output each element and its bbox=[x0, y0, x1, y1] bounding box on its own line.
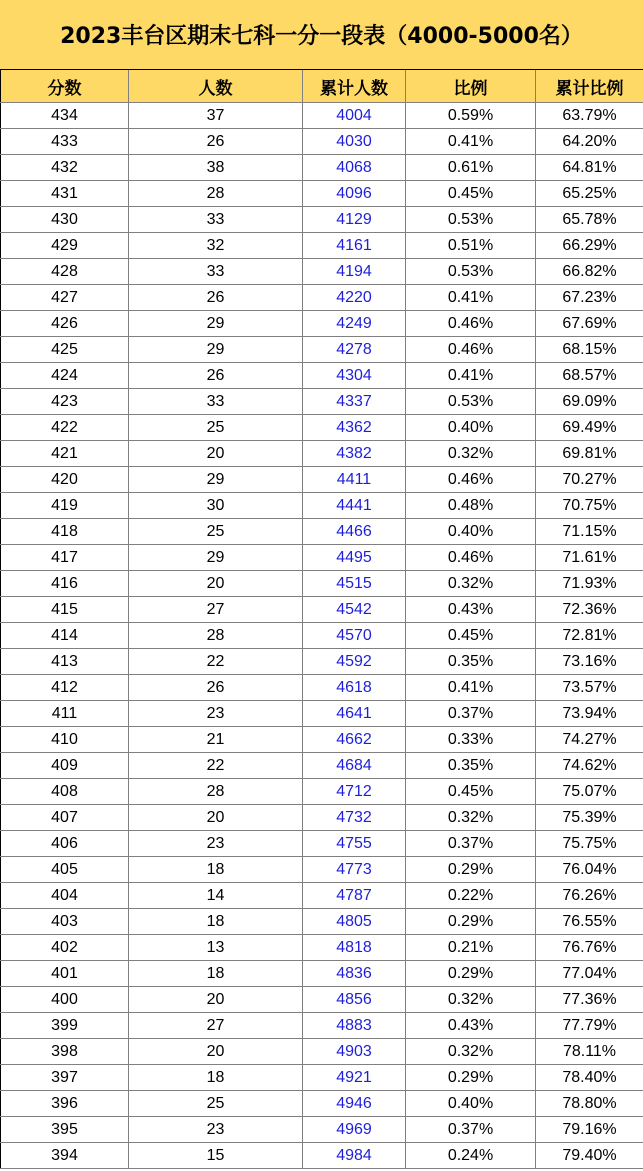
header-cumulative-ratio: 累计比例 bbox=[536, 70, 643, 103]
cell-score: 404 bbox=[1, 883, 129, 909]
cell-cumulative-count[interactable]: 4836 bbox=[303, 961, 406, 987]
cell-ratio: 0.33% bbox=[406, 727, 536, 753]
table-row bbox=[1, 675, 643, 701]
cell-score: 413 bbox=[1, 649, 129, 675]
cell-cumulative-count[interactable]: 4969 bbox=[303, 1117, 406, 1143]
cell-ratio: 0.32% bbox=[406, 571, 536, 597]
cell-ratio: 0.46% bbox=[406, 337, 536, 363]
cell-score: 414 bbox=[1, 623, 129, 649]
cell-cumulative-ratio: 72.36% bbox=[536, 597, 643, 623]
cell-cumulative-ratio: 78.11% bbox=[536, 1039, 643, 1065]
cell-ratio: 0.22% bbox=[406, 883, 536, 909]
cell-count: 28 bbox=[129, 779, 303, 805]
cell-count: 18 bbox=[129, 1065, 303, 1091]
cell-cumulative-count[interactable]: 4362 bbox=[303, 415, 406, 441]
table-row bbox=[1, 207, 643, 233]
table-row bbox=[1, 1091, 643, 1117]
cell-score: 418 bbox=[1, 519, 129, 545]
cell-ratio: 0.40% bbox=[406, 519, 536, 545]
table-row bbox=[1, 285, 643, 311]
cell-score: 401 bbox=[1, 961, 129, 987]
table-row bbox=[1, 389, 643, 415]
cell-cumulative-count[interactable]: 4304 bbox=[303, 363, 406, 389]
cell-ratio: 0.59% bbox=[406, 103, 536, 129]
cell-cumulative-count[interactable]: 4592 bbox=[303, 649, 406, 675]
cell-count: 15 bbox=[129, 1143, 303, 1169]
table-row bbox=[1, 337, 643, 363]
cell-ratio: 0.37% bbox=[406, 1117, 536, 1143]
cell-count: 14 bbox=[129, 883, 303, 909]
cell-count: 20 bbox=[129, 1039, 303, 1065]
cell-count: 27 bbox=[129, 1013, 303, 1039]
cell-cumulative-count[interactable]: 4495 bbox=[303, 545, 406, 571]
cell-ratio: 0.43% bbox=[406, 597, 536, 623]
cell-cumulative-count[interactable]: 4818 bbox=[303, 935, 406, 961]
table-row bbox=[1, 1013, 643, 1039]
cell-count: 26 bbox=[129, 285, 303, 311]
cell-cumulative-ratio: 69.49% bbox=[536, 415, 643, 441]
cell-cumulative-ratio: 78.80% bbox=[536, 1091, 643, 1117]
cell-cumulative-ratio: 66.82% bbox=[536, 259, 643, 285]
cell-ratio: 0.51% bbox=[406, 233, 536, 259]
cell-score: 399 bbox=[1, 1013, 129, 1039]
cell-count: 29 bbox=[129, 467, 303, 493]
table-row bbox=[1, 415, 643, 441]
cell-cumulative-ratio: 79.16% bbox=[536, 1117, 643, 1143]
cell-score: 417 bbox=[1, 545, 129, 571]
cell-cumulative-ratio: 68.15% bbox=[536, 337, 643, 363]
cell-cumulative-ratio: 67.69% bbox=[536, 311, 643, 337]
header-ratio: 比例 bbox=[406, 70, 536, 103]
table-row bbox=[1, 103, 643, 129]
cell-score: 400 bbox=[1, 987, 129, 1013]
cell-count: 21 bbox=[129, 727, 303, 753]
cell-cumulative-count[interactable]: 4515 bbox=[303, 571, 406, 597]
cell-score: 408 bbox=[1, 779, 129, 805]
cell-ratio: 0.43% bbox=[406, 1013, 536, 1039]
cell-cumulative-ratio: 74.27% bbox=[536, 727, 643, 753]
cell-score: 405 bbox=[1, 857, 129, 883]
table-row bbox=[1, 519, 643, 545]
cell-cumulative-count[interactable]: 4946 bbox=[303, 1091, 406, 1117]
cell-count: 25 bbox=[129, 519, 303, 545]
table-row bbox=[1, 129, 643, 155]
cell-count: 26 bbox=[129, 363, 303, 389]
cell-score: 427 bbox=[1, 285, 129, 311]
cell-cumulative-count[interactable]: 4684 bbox=[303, 753, 406, 779]
table-row bbox=[1, 233, 643, 259]
cell-ratio: 0.41% bbox=[406, 285, 536, 311]
table-row bbox=[1, 805, 643, 831]
cell-cumulative-count[interactable]: 4030 bbox=[303, 129, 406, 155]
table-row bbox=[1, 909, 643, 935]
table-row bbox=[1, 701, 643, 727]
table-row bbox=[1, 181, 643, 207]
cell-count: 23 bbox=[129, 831, 303, 857]
table-row bbox=[1, 155, 643, 181]
cell-count: 20 bbox=[129, 805, 303, 831]
cell-cumulative-count[interactable]: 4787 bbox=[303, 883, 406, 909]
cell-cumulative-ratio: 66.29% bbox=[536, 233, 643, 259]
cell-cumulative-ratio: 70.27% bbox=[536, 467, 643, 493]
cell-score: 398 bbox=[1, 1039, 129, 1065]
cell-score: 396 bbox=[1, 1091, 129, 1117]
table-title: 2023丰台区期末七科一分一段表（4000-5000名） bbox=[0, 0, 643, 70]
cell-cumulative-count[interactable]: 4984 bbox=[303, 1143, 406, 1169]
cell-count: 27 bbox=[129, 597, 303, 623]
table-row bbox=[1, 961, 643, 987]
cell-count: 13 bbox=[129, 935, 303, 961]
cell-score: 423 bbox=[1, 389, 129, 415]
cell-cumulative-count[interactable]: 4411 bbox=[303, 467, 406, 493]
cell-score: 428 bbox=[1, 259, 129, 285]
cell-score: 406 bbox=[1, 831, 129, 857]
cell-score: 411 bbox=[1, 701, 129, 727]
table-row bbox=[1, 1039, 643, 1065]
cell-score: 410 bbox=[1, 727, 129, 753]
cell-cumulative-count[interactable]: 4004 bbox=[303, 103, 406, 129]
table-row bbox=[1, 1117, 643, 1143]
cell-count: 33 bbox=[129, 389, 303, 415]
cell-cumulative-count[interactable]: 4755 bbox=[303, 831, 406, 857]
cell-cumulative-ratio: 65.78% bbox=[536, 207, 643, 233]
cell-count: 20 bbox=[129, 571, 303, 597]
cell-count: 37 bbox=[129, 103, 303, 129]
table-row bbox=[1, 1065, 643, 1091]
header-cumulative-count: 累计人数 bbox=[303, 70, 406, 103]
table-row bbox=[1, 363, 643, 389]
cell-cumulative-count[interactable]: 4096 bbox=[303, 181, 406, 207]
cell-ratio: 0.37% bbox=[406, 701, 536, 727]
cell-count: 18 bbox=[129, 857, 303, 883]
cell-ratio: 0.35% bbox=[406, 649, 536, 675]
cell-cumulative-ratio: 75.07% bbox=[536, 779, 643, 805]
cell-cumulative-count[interactable]: 4712 bbox=[303, 779, 406, 805]
cell-ratio: 0.40% bbox=[406, 415, 536, 441]
cell-cumulative-count[interactable]: 4220 bbox=[303, 285, 406, 311]
cell-ratio: 0.45% bbox=[406, 623, 536, 649]
cell-score: 419 bbox=[1, 493, 129, 519]
cell-cumulative-ratio: 71.61% bbox=[536, 545, 643, 571]
table-body bbox=[1, 103, 643, 1169]
cell-cumulative-ratio: 72.81% bbox=[536, 623, 643, 649]
cell-cumulative-ratio: 77.79% bbox=[536, 1013, 643, 1039]
cell-ratio: 0.29% bbox=[406, 909, 536, 935]
cell-cumulative-count[interactable]: 4068 bbox=[303, 155, 406, 181]
cell-count: 22 bbox=[129, 649, 303, 675]
cell-score: 424 bbox=[1, 363, 129, 389]
cell-ratio: 0.53% bbox=[406, 207, 536, 233]
cell-cumulative-count[interactable]: 4278 bbox=[303, 337, 406, 363]
table-row bbox=[1, 545, 643, 571]
cell-count: 28 bbox=[129, 623, 303, 649]
cell-cumulative-ratio: 71.93% bbox=[536, 571, 643, 597]
header-count: 人数 bbox=[129, 70, 303, 103]
cell-cumulative-count[interactable]: 4805 bbox=[303, 909, 406, 935]
cell-cumulative-ratio: 78.40% bbox=[536, 1065, 643, 1091]
cell-score: 407 bbox=[1, 805, 129, 831]
table-row bbox=[1, 571, 643, 597]
cell-score: 433 bbox=[1, 129, 129, 155]
cell-cumulative-ratio: 65.25% bbox=[536, 181, 643, 207]
table-row bbox=[1, 311, 643, 337]
cell-cumulative-ratio: 77.36% bbox=[536, 987, 643, 1013]
cell-score: 434 bbox=[1, 103, 129, 129]
cell-count: 18 bbox=[129, 961, 303, 987]
cell-cumulative-count[interactable]: 4641 bbox=[303, 701, 406, 727]
cell-score: 394 bbox=[1, 1143, 129, 1169]
cell-cumulative-ratio: 76.26% bbox=[536, 883, 643, 909]
cell-score: 409 bbox=[1, 753, 129, 779]
cell-cumulative-count[interactable]: 4129 bbox=[303, 207, 406, 233]
table-row bbox=[1, 883, 643, 909]
cell-ratio: 0.37% bbox=[406, 831, 536, 857]
cell-count: 29 bbox=[129, 337, 303, 363]
table-row bbox=[1, 467, 643, 493]
cell-cumulative-ratio: 76.04% bbox=[536, 857, 643, 883]
cell-count: 30 bbox=[129, 493, 303, 519]
cell-cumulative-ratio: 73.94% bbox=[536, 701, 643, 727]
table-row bbox=[1, 857, 643, 883]
cell-count: 33 bbox=[129, 207, 303, 233]
cell-cumulative-count[interactable]: 4542 bbox=[303, 597, 406, 623]
cell-cumulative-count[interactable]: 4337 bbox=[303, 389, 406, 415]
table-row bbox=[1, 597, 643, 623]
cell-count: 25 bbox=[129, 1091, 303, 1117]
table-row bbox=[1, 753, 643, 779]
cell-cumulative-count[interactable]: 4618 bbox=[303, 675, 406, 701]
table-row bbox=[1, 259, 643, 285]
cell-score: 430 bbox=[1, 207, 129, 233]
cell-ratio: 0.53% bbox=[406, 259, 536, 285]
cell-count: 20 bbox=[129, 987, 303, 1013]
cell-score: 412 bbox=[1, 675, 129, 701]
cell-count: 26 bbox=[129, 675, 303, 701]
table-row bbox=[1, 493, 643, 519]
cell-cumulative-ratio: 69.81% bbox=[536, 441, 643, 467]
cell-count: 23 bbox=[129, 701, 303, 727]
table-row bbox=[1, 727, 643, 753]
cell-cumulative-count[interactable]: 4773 bbox=[303, 857, 406, 883]
cell-cumulative-ratio: 70.75% bbox=[536, 493, 643, 519]
cell-cumulative-ratio: 75.75% bbox=[536, 831, 643, 857]
header-row bbox=[1, 70, 643, 103]
cell-count: 23 bbox=[129, 1117, 303, 1143]
cell-ratio: 0.24% bbox=[406, 1143, 536, 1169]
cell-score: 429 bbox=[1, 233, 129, 259]
cell-cumulative-count[interactable]: 4194 bbox=[303, 259, 406, 285]
cell-cumulative-ratio: 67.23% bbox=[536, 285, 643, 311]
cell-ratio: 0.21% bbox=[406, 935, 536, 961]
cell-count: 38 bbox=[129, 155, 303, 181]
cell-score: 420 bbox=[1, 467, 129, 493]
cell-ratio: 0.45% bbox=[406, 779, 536, 805]
table-row bbox=[1, 987, 643, 1013]
table-row bbox=[1, 623, 643, 649]
cell-ratio: 0.40% bbox=[406, 1091, 536, 1117]
cell-cumulative-ratio: 76.76% bbox=[536, 935, 643, 961]
cell-ratio: 0.32% bbox=[406, 805, 536, 831]
cell-cumulative-ratio: 68.57% bbox=[536, 363, 643, 389]
cell-score: 431 bbox=[1, 181, 129, 207]
cell-cumulative-count[interactable]: 4466 bbox=[303, 519, 406, 545]
cell-cumulative-count[interactable]: 4732 bbox=[303, 805, 406, 831]
cell-cumulative-ratio: 64.20% bbox=[536, 129, 643, 155]
cell-cumulative-count[interactable]: 4161 bbox=[303, 233, 406, 259]
cell-cumulative-count[interactable]: 4903 bbox=[303, 1039, 406, 1065]
cell-score: 425 bbox=[1, 337, 129, 363]
cell-cumulative-count[interactable]: 4570 bbox=[303, 623, 406, 649]
table-row bbox=[1, 1143, 643, 1169]
cell-cumulative-ratio: 64.81% bbox=[536, 155, 643, 181]
cell-cumulative-count[interactable]: 4382 bbox=[303, 441, 406, 467]
cell-cumulative-ratio: 74.62% bbox=[536, 753, 643, 779]
cell-ratio: 0.53% bbox=[406, 389, 536, 415]
cell-ratio: 0.32% bbox=[406, 987, 536, 1013]
cell-score: 422 bbox=[1, 415, 129, 441]
cell-count: 29 bbox=[129, 545, 303, 571]
header-score: 分数 bbox=[1, 70, 129, 103]
cell-cumulative-count[interactable]: 4921 bbox=[303, 1065, 406, 1091]
cell-score: 395 bbox=[1, 1117, 129, 1143]
cell-count: 18 bbox=[129, 909, 303, 935]
cell-ratio: 0.41% bbox=[406, 675, 536, 701]
cell-cumulative-count[interactable]: 4249 bbox=[303, 311, 406, 337]
cell-cumulative-ratio: 63.79% bbox=[536, 103, 643, 129]
cell-ratio: 0.61% bbox=[406, 155, 536, 181]
cell-score: 426 bbox=[1, 311, 129, 337]
table-row bbox=[1, 935, 643, 961]
table-row bbox=[1, 831, 643, 857]
cell-cumulative-count[interactable]: 4441 bbox=[303, 493, 406, 519]
cell-count: 29 bbox=[129, 311, 303, 337]
cell-score: 402 bbox=[1, 935, 129, 961]
cell-ratio: 0.45% bbox=[406, 181, 536, 207]
cell-score: 416 bbox=[1, 571, 129, 597]
table-row bbox=[1, 779, 643, 805]
cell-ratio: 0.32% bbox=[406, 1039, 536, 1065]
cell-ratio: 0.48% bbox=[406, 493, 536, 519]
cell-count: 26 bbox=[129, 129, 303, 155]
table-row bbox=[1, 649, 643, 675]
cell-count: 32 bbox=[129, 233, 303, 259]
cell-ratio: 0.41% bbox=[406, 129, 536, 155]
cell-ratio: 0.32% bbox=[406, 441, 536, 467]
cell-ratio: 0.46% bbox=[406, 467, 536, 493]
cell-count: 25 bbox=[129, 415, 303, 441]
cell-ratio: 0.29% bbox=[406, 1065, 536, 1091]
cell-cumulative-ratio: 79.40% bbox=[536, 1143, 643, 1169]
cell-ratio: 0.46% bbox=[406, 311, 536, 337]
cell-cumulative-ratio: 73.57% bbox=[536, 675, 643, 701]
cell-score: 415 bbox=[1, 597, 129, 623]
cell-count: 33 bbox=[129, 259, 303, 285]
table-row bbox=[1, 441, 643, 467]
cell-ratio: 0.35% bbox=[406, 753, 536, 779]
score-table bbox=[0, 70, 643, 1169]
cell-count: 20 bbox=[129, 441, 303, 467]
cell-score: 397 bbox=[1, 1065, 129, 1091]
cell-score: 432 bbox=[1, 155, 129, 181]
cell-count: 28 bbox=[129, 181, 303, 207]
cell-cumulative-count[interactable]: 4662 bbox=[303, 727, 406, 753]
cell-count: 22 bbox=[129, 753, 303, 779]
cell-cumulative-count[interactable]: 4883 bbox=[303, 1013, 406, 1039]
cell-ratio: 0.29% bbox=[406, 857, 536, 883]
cell-cumulative-ratio: 73.16% bbox=[536, 649, 643, 675]
cell-cumulative-ratio: 71.15% bbox=[536, 519, 643, 545]
cell-cumulative-ratio: 75.39% bbox=[536, 805, 643, 831]
cell-ratio: 0.46% bbox=[406, 545, 536, 571]
cell-score: 421 bbox=[1, 441, 129, 467]
cell-cumulative-count[interactable]: 4856 bbox=[303, 987, 406, 1013]
cell-ratio: 0.29% bbox=[406, 961, 536, 987]
cell-cumulative-ratio: 77.04% bbox=[536, 961, 643, 987]
cell-cumulative-ratio: 76.55% bbox=[536, 909, 643, 935]
cell-cumulative-ratio: 69.09% bbox=[536, 389, 643, 415]
cell-score: 403 bbox=[1, 909, 129, 935]
cell-ratio: 0.41% bbox=[406, 363, 536, 389]
